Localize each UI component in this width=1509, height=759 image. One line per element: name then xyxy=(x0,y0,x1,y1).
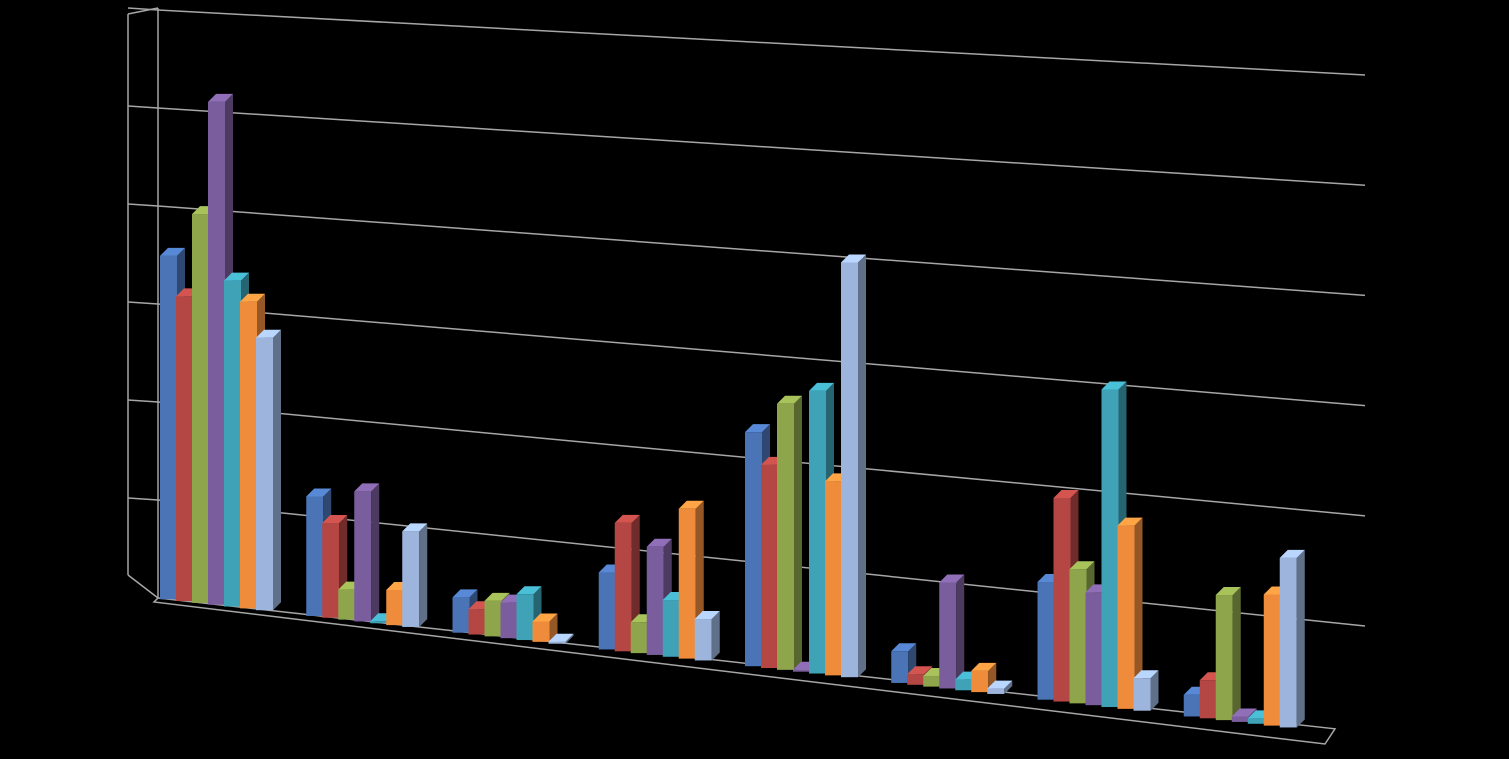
bar xyxy=(469,609,486,634)
bar xyxy=(517,594,534,640)
gridline-tick xyxy=(128,302,158,304)
bar xyxy=(955,680,972,691)
bar xyxy=(370,621,387,623)
bar xyxy=(1118,526,1135,709)
bar xyxy=(208,102,225,605)
bar xyxy=(1264,594,1281,725)
bar xyxy=(240,302,257,609)
bar xyxy=(1200,680,1217,718)
gridline xyxy=(158,206,1365,295)
bar xyxy=(306,496,323,616)
bar xyxy=(1086,592,1103,705)
bar xyxy=(386,590,403,625)
bar xyxy=(695,619,712,660)
bar-side xyxy=(273,330,281,610)
bar xyxy=(987,689,1004,694)
bar-side xyxy=(371,483,379,621)
bar xyxy=(793,670,810,672)
side-wall-bottom xyxy=(128,575,158,598)
bar xyxy=(402,531,419,627)
bar xyxy=(1070,569,1087,703)
bar xyxy=(533,621,550,641)
bar xyxy=(485,601,502,636)
bar-side xyxy=(794,396,802,670)
gridline-tick xyxy=(128,204,158,206)
gridline-tick xyxy=(128,106,158,108)
bar xyxy=(338,590,355,620)
bar xyxy=(1184,695,1201,717)
bar xyxy=(923,676,940,687)
bar-side xyxy=(956,574,964,688)
bar xyxy=(1038,582,1055,700)
bar xyxy=(825,481,842,675)
bar xyxy=(599,573,616,650)
bar xyxy=(1216,595,1233,720)
bar xyxy=(1248,718,1265,723)
bar-side xyxy=(1297,550,1305,728)
bar xyxy=(615,523,632,651)
bar xyxy=(809,391,826,674)
bar xyxy=(1102,390,1119,708)
bar xyxy=(647,547,664,655)
bar xyxy=(501,603,518,639)
gridline xyxy=(158,10,1365,75)
bar-side xyxy=(1233,587,1241,720)
bar xyxy=(761,465,778,668)
bar-side xyxy=(858,254,866,677)
gridline xyxy=(158,108,1365,185)
bar xyxy=(322,523,339,618)
bar xyxy=(176,296,193,601)
bar xyxy=(971,671,988,692)
bar xyxy=(1280,558,1297,728)
bar xyxy=(841,262,858,677)
bar-side xyxy=(712,611,720,660)
gridline-tick xyxy=(128,400,158,402)
bar xyxy=(549,642,566,644)
bar xyxy=(891,651,908,683)
bar xyxy=(631,622,648,653)
bar xyxy=(224,281,241,607)
bar xyxy=(192,214,209,603)
bar xyxy=(939,582,956,688)
bar xyxy=(777,404,794,670)
bar xyxy=(679,509,696,659)
bar xyxy=(354,491,371,621)
bar xyxy=(453,597,470,632)
bar-side xyxy=(419,523,427,627)
bar xyxy=(1134,678,1151,710)
gridline-tick xyxy=(128,498,158,500)
gridline xyxy=(158,304,1365,406)
bar xyxy=(256,338,273,610)
bar xyxy=(663,600,680,657)
bar xyxy=(745,432,762,666)
bar xyxy=(907,674,924,685)
bar xyxy=(160,256,177,599)
bar xyxy=(1054,498,1071,702)
bar xyxy=(1232,717,1249,722)
